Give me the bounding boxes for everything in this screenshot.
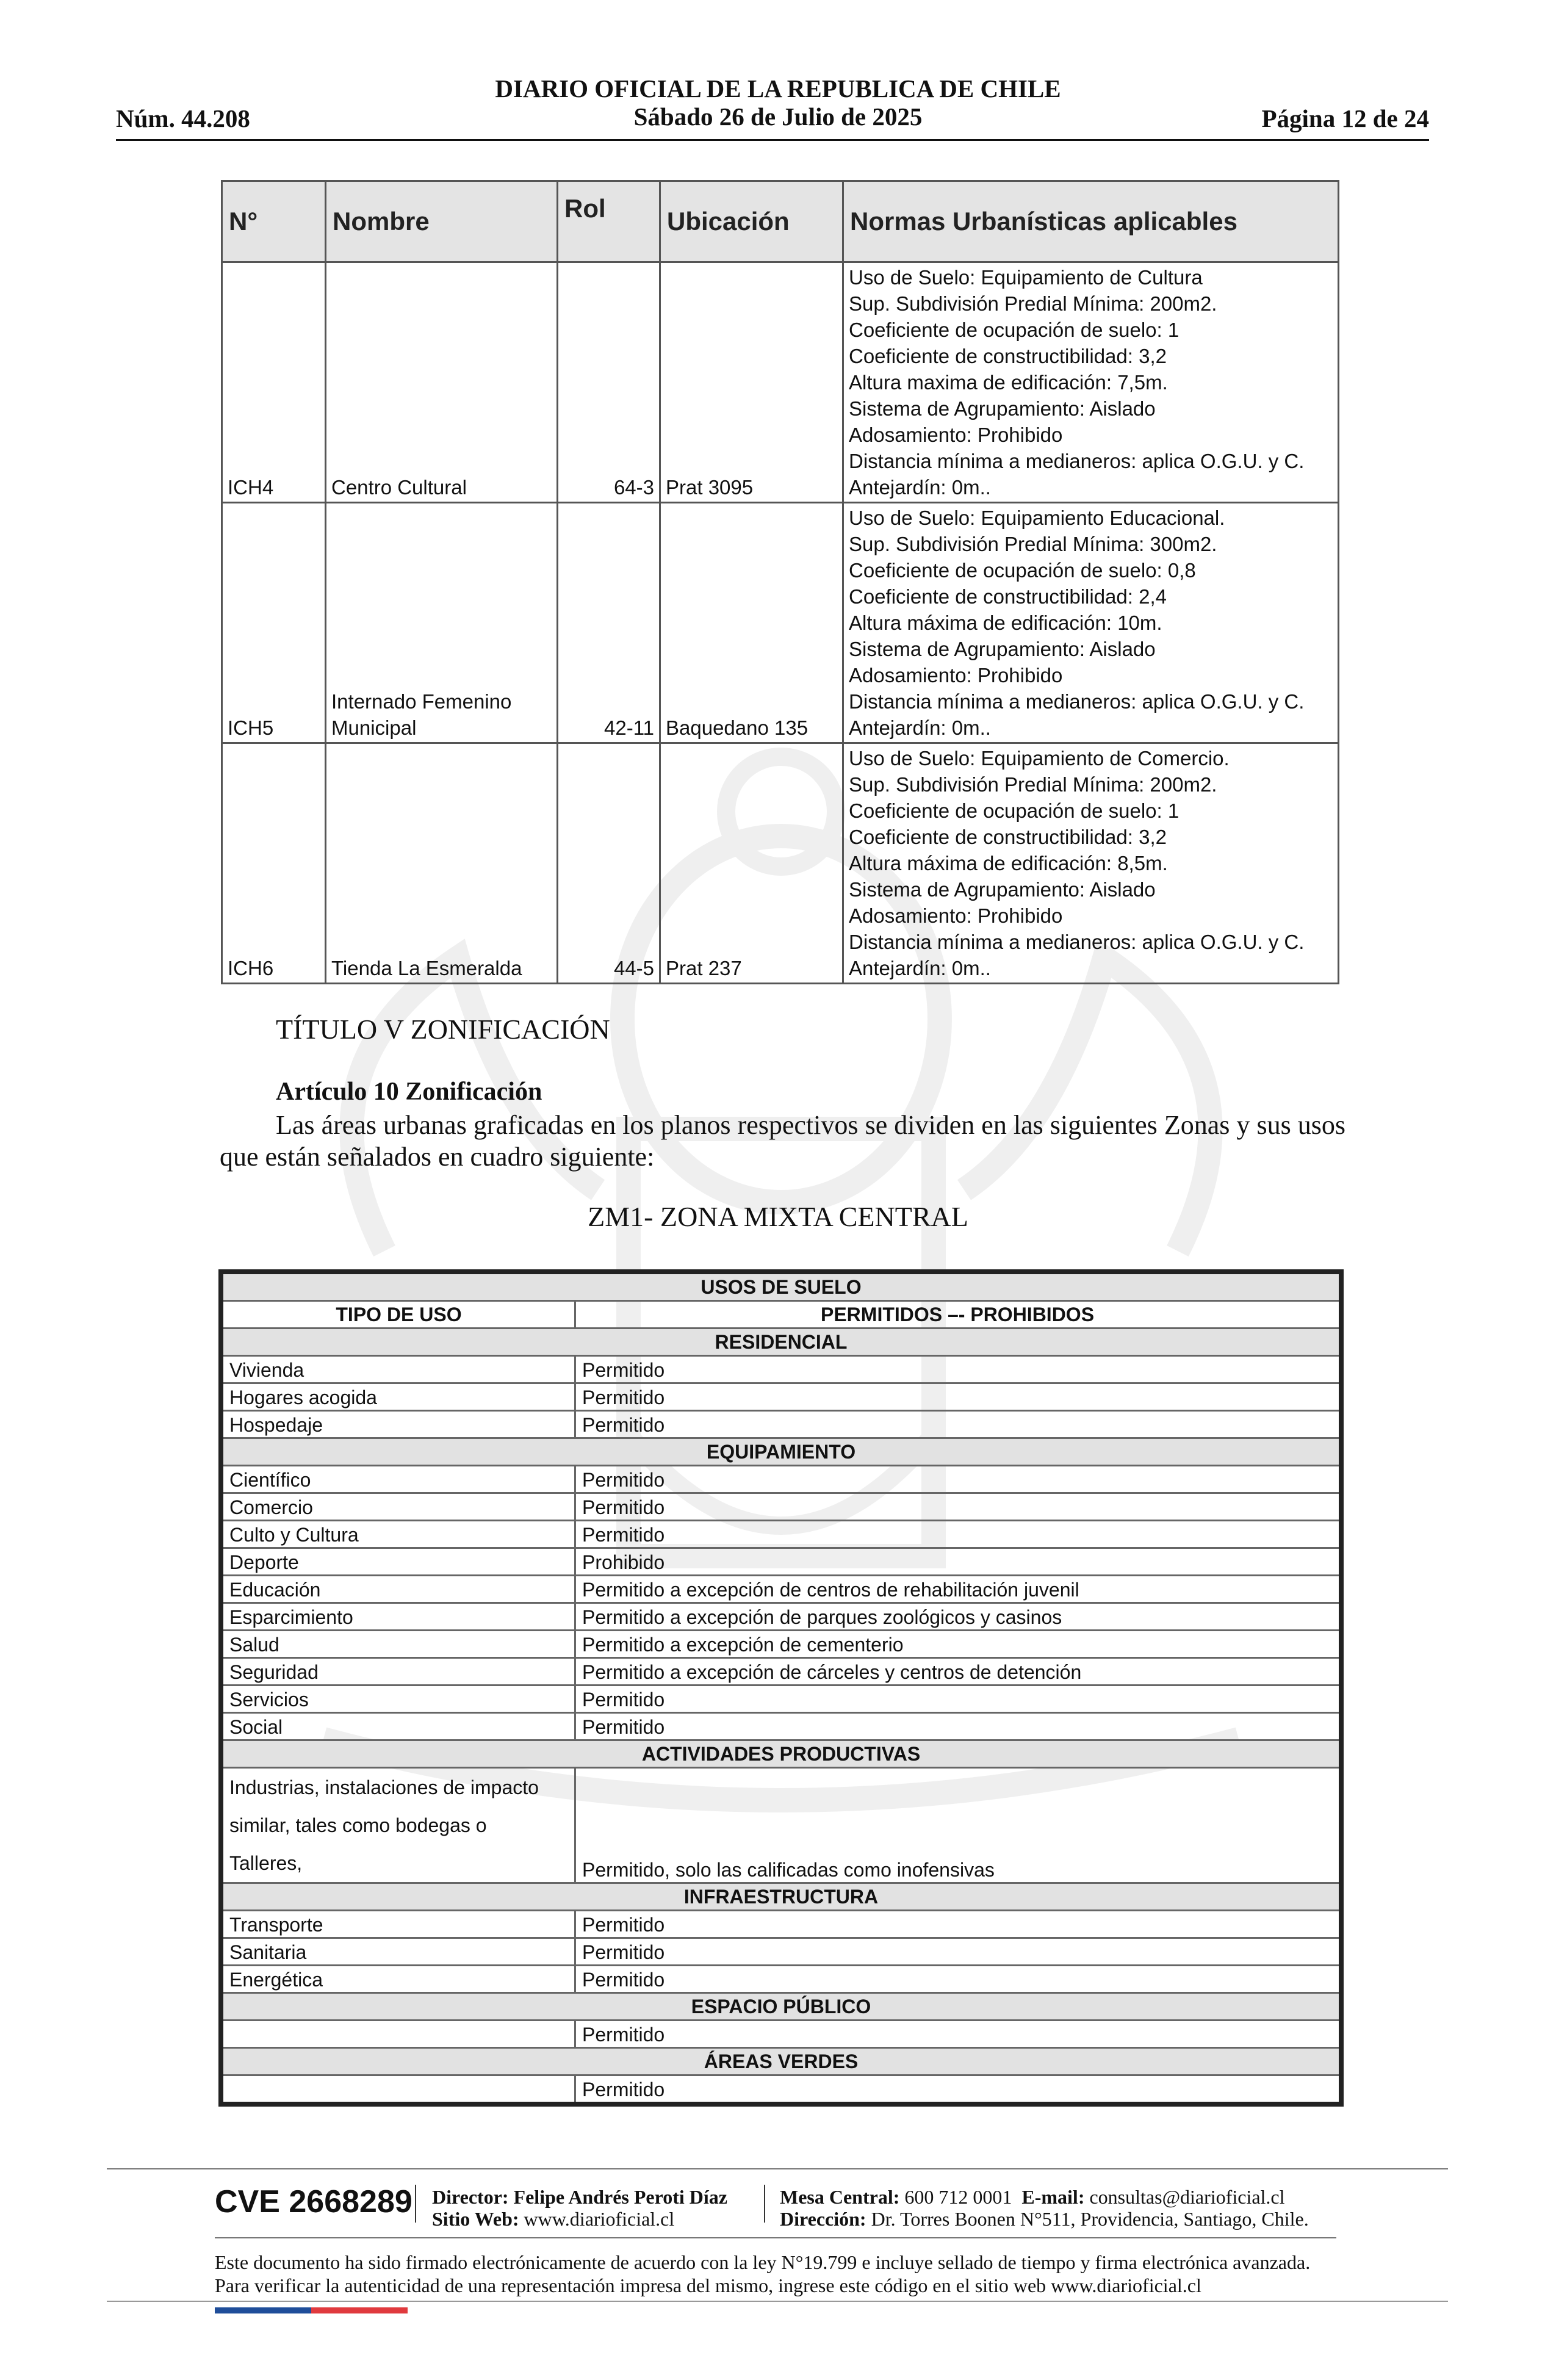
cell-valor: Permitido: [575, 1466, 1341, 1493]
norma-line: Coeficiente de constructibilidad: 3,2: [849, 345, 1167, 367]
publication-title: DIARIO OFICIAL DE LA REPUBLICA DE CHILE: [495, 74, 1061, 103]
norma-line: Distancia mínima a medianeros: aplica O.G.U. y C.: [849, 690, 1305, 713]
cell-tipo: Transporte: [221, 1911, 575, 1938]
col-header-rol: Rol: [558, 181, 660, 262]
norma-line: Antejardín: 0m..: [849, 957, 991, 979]
table-row: [221, 1493, 1341, 1521]
issue-number: Núm. 44.208: [116, 104, 250, 132]
cell-tipo: Energética: [221, 1966, 575, 1993]
footer-divider: [215, 2237, 1336, 2238]
table-row: [221, 1658, 1341, 1686]
table-row: [221, 2075, 1341, 2105]
norma-line: Sistema de Agrupamiento: Aislado: [849, 397, 1156, 420]
table-row: [221, 1411, 1341, 1438]
cell-valor: Permitido: [575, 1356, 1341, 1383]
footer-separator: [415, 2185, 416, 2223]
norma-line: Distancia mínima a medianeros: aplica O.G.U. y C.: [849, 450, 1305, 472]
cell-valor: Permitido: [575, 1911, 1341, 1938]
footer-divider: [107, 2301, 1448, 2302]
norma-line: Antejardín: 0m..: [849, 716, 991, 739]
table-row: [221, 1603, 1341, 1631]
direccion-label: Dirección:: [780, 2208, 866, 2230]
table-row: [221, 1631, 1341, 1658]
cell-normas: [843, 262, 1339, 503]
cell-nombre: Tienda La Esmeralda: [326, 743, 558, 984]
cve-code: CVE 2668289: [215, 2184, 412, 2220]
cell-valor: Permitido: [575, 1493, 1341, 1521]
land-use-table: [218, 1269, 1344, 2107]
director-label: Director:: [432, 2186, 509, 2208]
cell-tipo: Vivienda: [221, 1356, 575, 1383]
cell-tipo-line: Talleres,: [229, 1852, 303, 1874]
cell-tipo: Seguridad: [221, 1658, 575, 1686]
cell-rol: 44-5: [558, 743, 660, 984]
cell-tipo: Esparcimiento: [221, 1603, 575, 1631]
cell-valor: Permitido: [575, 1383, 1341, 1411]
cell-valor: Permitido a excepción de centros de rehabilitación juvenil: [575, 1576, 1341, 1603]
cell-tipo-line: Industrias, instalaciones de impacto: [229, 1776, 539, 1798]
cell-normas: [843, 743, 1339, 984]
cell-normas: [843, 503, 1339, 743]
table-header-row: [222, 181, 1339, 262]
table-row: [222, 743, 1339, 984]
table-row: [221, 1966, 1341, 1993]
cell-ubicacion: Prat 237: [660, 743, 843, 984]
table-row: [221, 1466, 1341, 1493]
table-row: [221, 1576, 1341, 1603]
cell-tipo: Hogares acogida: [221, 1383, 575, 1411]
table-row: [221, 1911, 1341, 1938]
table-row: [221, 1521, 1341, 1548]
header-divider: [116, 139, 1429, 141]
mesa-label: Mesa Central:: [780, 2186, 900, 2208]
norma-line: Sup. Subdivisión Predial Mínima: 300m2.: [849, 533, 1217, 555]
cell-ubicacion: Prat 3095: [660, 262, 843, 503]
table-row: [222, 262, 1339, 503]
section-header-infraestructura: INFRAESTRUCTURA: [221, 1883, 1341, 1911]
norma-line: Altura máxima de edificación: 10m.: [849, 611, 1162, 634]
table-title-row: [221, 1272, 1341, 1301]
footer-director-block: [432, 2186, 727, 2230]
cell-tipo: Deporte: [221, 1548, 575, 1576]
cell-valor: Permitido: [575, 1521, 1341, 1548]
article-title: Artículo 10 Zonificación: [276, 1078, 542, 1106]
footer-contact-block: [780, 2186, 1309, 2230]
cell-nombre: Centro Cultural: [326, 262, 558, 503]
cell-valor: Permitido a excepción de parques zoológicos y casinos: [575, 1603, 1341, 1631]
col-header-n: N°: [222, 181, 326, 262]
table-row: [221, 1383, 1341, 1411]
cell-tipo: Culto y Cultura: [221, 1521, 575, 1548]
cell-n: ICH6: [222, 743, 326, 984]
cell-tipo: Salud: [221, 1631, 575, 1658]
table-row: [221, 1686, 1341, 1713]
norma-line: Coeficiente de constructibilidad: 3,2: [849, 826, 1167, 848]
norma-line: Sup. Subdivisión Predial Mínima: 200m2.: [849, 292, 1217, 315]
cell-n: ICH4: [222, 262, 326, 503]
cell-valor: Permitido a excepción de cementerio: [575, 1631, 1341, 1658]
norma-line: Antejardín: 0m..: [849, 476, 991, 499]
norma-line: Distancia mínima a medianeros: aplica O.G.U. y C.: [849, 931, 1305, 953]
publication-date: Sábado 26 de Julio de 2025: [633, 103, 923, 131]
table-header-row: [221, 1301, 1341, 1329]
footer-separator: [764, 2185, 765, 2223]
col-header-permitidos: PERMITIDOS –- PROHIBIDOS: [575, 1301, 1341, 1329]
col-header-ubicacion: Ubicación: [660, 181, 843, 262]
norma-line: Sup. Subdivisión Predial Mínima: 200m2.: [849, 773, 1217, 796]
cell-valor: Prohibido: [575, 1548, 1341, 1576]
norma-line: Coeficiente de ocupación de suelo: 1: [849, 319, 1180, 341]
cell-tipo: [221, 2021, 575, 2048]
signature-notice: Este documento ha sido firmado electrónicamente de acuerdo con la ley N°19.799 e incluye sellado de tiempo y firma electrónica avanzada. Para verificar la autenticidad de una representación impresa del mismo, ingrese este código en el sitio web www.diarioficial.cl: [215, 2251, 1311, 2296]
cell-tipo: Hospedaje: [221, 1411, 575, 1438]
norma-line: Coeficiente de ocupación de suelo: 0,8: [849, 559, 1196, 582]
table-row: [221, 1356, 1341, 1383]
article-paragraph: Las áreas urbanas graficadas en los planos respectivos se dividen en las siguientes Zonas y sus usos que están señalados en cuadro siguiente:: [220, 1110, 1345, 1172]
cell-valor: Permitido: [575, 2075, 1341, 2105]
norma-line: Coeficiente de constructibilidad: 2,4: [849, 585, 1167, 608]
section-header-espacio-publico: ESPACIO PÚBLICO: [221, 1993, 1341, 2021]
norma-line: Adosamiento: Prohibido: [849, 664, 1063, 687]
norma-line: Coeficiente de ocupación de suelo: 1: [849, 799, 1180, 822]
cell-tipo-line: similar, tales como bodegas o: [229, 1814, 487, 1836]
table-row: [221, 2021, 1341, 2048]
cell-valor: Permitido: [575, 1713, 1341, 1740]
section-header-areas-verdes: ÁREAS VERDES: [221, 2048, 1341, 2075]
norma-line: Sistema de Agrupamiento: Aislado: [849, 638, 1156, 660]
section-header-equipamiento: EQUIPAMIENTO: [221, 1438, 1341, 1466]
cell-nombre: Internado Femenino Municipal: [326, 503, 558, 743]
section-header-actividades: ACTIVIDADES PRODUCTIVAS: [221, 1740, 1341, 1768]
footer-divider: [107, 2168, 1448, 2169]
sitio-label: Sitio Web:: [432, 2208, 519, 2230]
flag-stripe-blue: [215, 2307, 311, 2313]
col-header-tipo: TIPO DE USO: [221, 1301, 575, 1329]
col-header-nombre: Nombre: [326, 181, 558, 262]
direccion-value: Dr. Torres Boonen N°511, Providencia, Santiago, Chile.: [871, 2208, 1309, 2230]
cell-valor: Permitido: [575, 1966, 1341, 1993]
zone-title: ZM1- ZONA MIXTA CENTRAL: [588, 1201, 968, 1232]
cell-tipo: Científico: [221, 1466, 575, 1493]
cell-valor: Permitido: [575, 2021, 1341, 2048]
cell-tipo: Sanitaria: [221, 1938, 575, 1966]
cell-valor: Permitido, solo las calificadas como inofensivas: [575, 1768, 1341, 1883]
cell-valor: Permitido: [575, 1686, 1341, 1713]
cell-valor: Permitido a excepción de cárceles y centros de detención: [575, 1658, 1341, 1686]
heritage-buildings-table: [221, 180, 1339, 984]
norma-line: Altura maxima de edificación: 7,5m.: [849, 371, 1168, 394]
cell-rol: 42-11: [558, 503, 660, 743]
cell-rol: 64-3: [558, 262, 660, 503]
cell-valor: Permitido: [575, 1938, 1341, 1966]
norma-line: Adosamiento: Prohibido: [849, 904, 1063, 927]
page-number: Página 12 de 24: [1261, 104, 1429, 132]
sitio-web-link[interactable]: www.diarioficial.cl: [524, 2208, 675, 2230]
table-row: [222, 503, 1339, 743]
email-link[interactable]: consultas@diarioficial.cl: [1089, 2186, 1285, 2208]
table-row: [221, 1768, 1341, 1883]
cell-tipo: Educación: [221, 1576, 575, 1603]
col-header-normas: Normas Urbanísticas aplicables: [843, 181, 1339, 262]
cell-tipo: [221, 2075, 575, 2105]
norma-line: Altura máxima de edificación: 8,5m.: [849, 852, 1168, 874]
cell-tipo: Comercio: [221, 1493, 575, 1521]
norma-line: Adosamiento: Prohibido: [849, 424, 1063, 446]
norma-line: Uso de Suelo: Equipamiento de Comercio.: [849, 747, 1230, 770]
norma-line: Uso de Suelo: Equipamiento Educacional.: [849, 507, 1225, 529]
director-name: Felipe Andrés Peroti Díaz: [513, 2186, 727, 2208]
norma-line: Sistema de Agrupamiento: Aislado: [849, 878, 1156, 901]
section-title: TÍTULO V ZONIFICACIÓN: [276, 1014, 610, 1045]
table-row: [221, 1548, 1341, 1576]
mesa-phone: 600 712 0001: [904, 2186, 1012, 2208]
email-label: E-mail:: [1021, 2186, 1085, 2208]
cell-tipo: [221, 1768, 575, 1883]
norma-line: Uso de Suelo: Equipamiento de Cultura: [849, 266, 1203, 289]
cell-ubicacion: Baquedano 135: [660, 503, 843, 743]
flag-stripe-red: [311, 2307, 408, 2313]
table-row: [221, 1713, 1341, 1740]
table-row: [221, 1938, 1341, 1966]
cell-tipo: Servicios: [221, 1686, 575, 1713]
cell-n: ICH5: [222, 503, 326, 743]
cell-tipo: Social: [221, 1713, 575, 1740]
section-header-residencial: RESIDENCIAL: [221, 1329, 1341, 1356]
cell-valor: Permitido: [575, 1411, 1341, 1438]
table-title: USOS DE SUELO: [221, 1272, 1341, 1301]
